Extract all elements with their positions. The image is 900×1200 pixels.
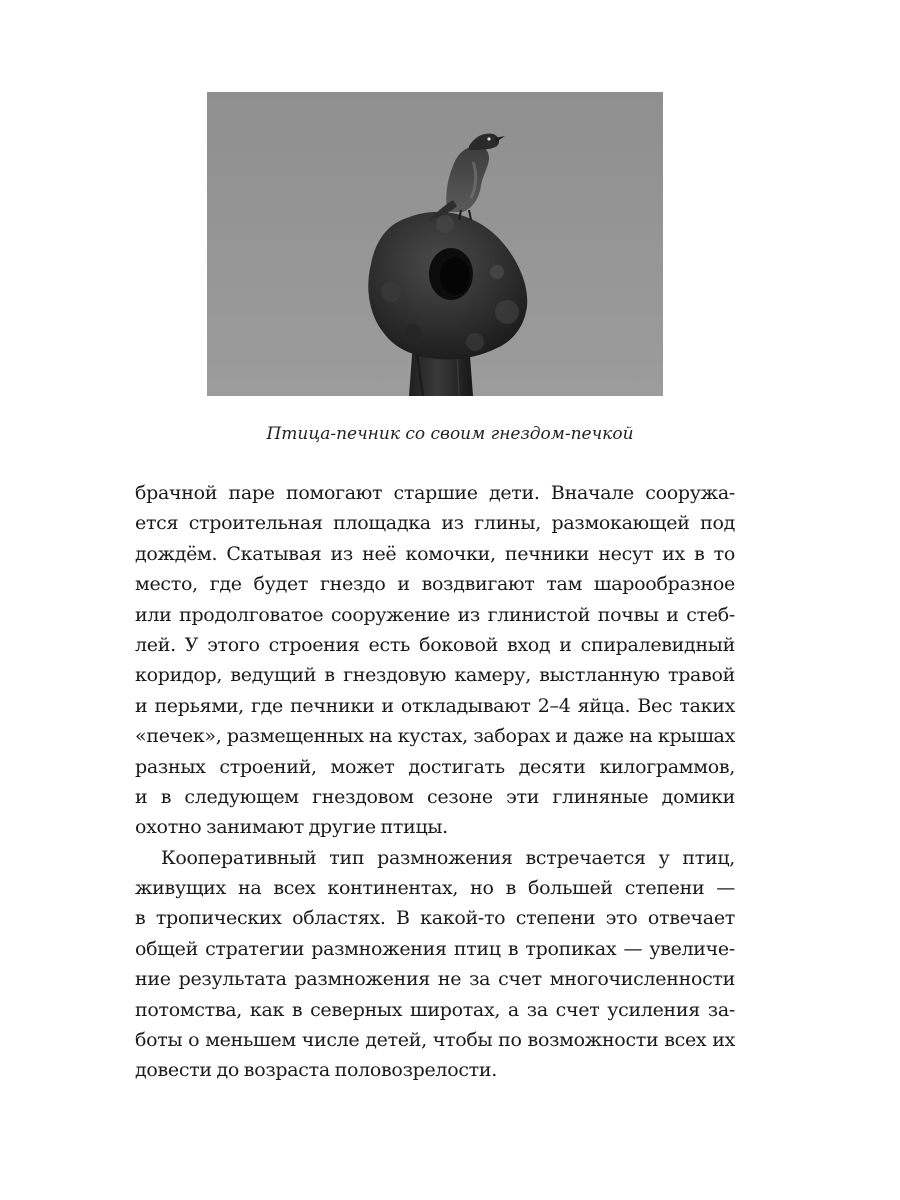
- text-line: довести до возраста половозрелости.: [135, 1059, 498, 1082]
- text-line: лей. У этого строения есть боковой вход и спиралевидный: [135, 633, 735, 656]
- text-line: общей стратегии размножения птиц в тропиках — увеличе-: [135, 937, 735, 960]
- text-line: охотно занимают другие птицы.: [135, 816, 448, 839]
- figure-caption: Птица-печник со своим гнездом-печкой: [266, 424, 634, 444]
- text-line: или продолговатое сооружение из глинистой почвы и стеб-: [135, 603, 735, 626]
- paragraph: [135, 843, 735, 1086]
- bird-nest-photo: [207, 92, 663, 396]
- text-line: брачной паре помогают старшие дети. Вначале сооружа-: [135, 482, 735, 504]
- text-line: живущих на всех континентах, но в большей степени —: [135, 877, 735, 900]
- text-line: место, где будет гнездо и воздвигают там шарообразное: [135, 573, 735, 596]
- text-line: дождём. Скатывая из неё комочки, печники несут их в то: [135, 542, 735, 565]
- hornero-photo-illustration: [207, 92, 663, 396]
- text-line: в тропических областях. В какой-то степени это отвечает: [135, 907, 735, 930]
- body-text: [135, 478, 735, 1086]
- text-line: потомства, как в северных широтах, а за счет усиления за-: [135, 998, 735, 1021]
- text-line: и перьями, где печники и откладывают 2–4 яйца. Вес таких: [135, 694, 735, 717]
- text-line: и в следующем гнездовом сезоне эти глиняные домики: [135, 785, 735, 808]
- text-line: Кооперативный тип размножения встречается у птиц,: [161, 846, 735, 869]
- text-line: коридор, ведущий в гнездовую камеру, выстланную травой: [135, 664, 735, 687]
- text-line: ние результата размножения не за счет многочисленности: [135, 968, 735, 991]
- paragraph: [135, 478, 735, 843]
- text-line: «печек», размещенных на кустах, заборах и даже на крышах: [135, 725, 735, 748]
- text-line: боты о меньшем числе детей, чтобы по возможности всех их: [135, 1029, 735, 1052]
- text-line: ется строительная площадка из глины, размокающей под: [135, 512, 735, 535]
- text-line: разных строений, может достигать десяти килограммов,: [135, 755, 735, 778]
